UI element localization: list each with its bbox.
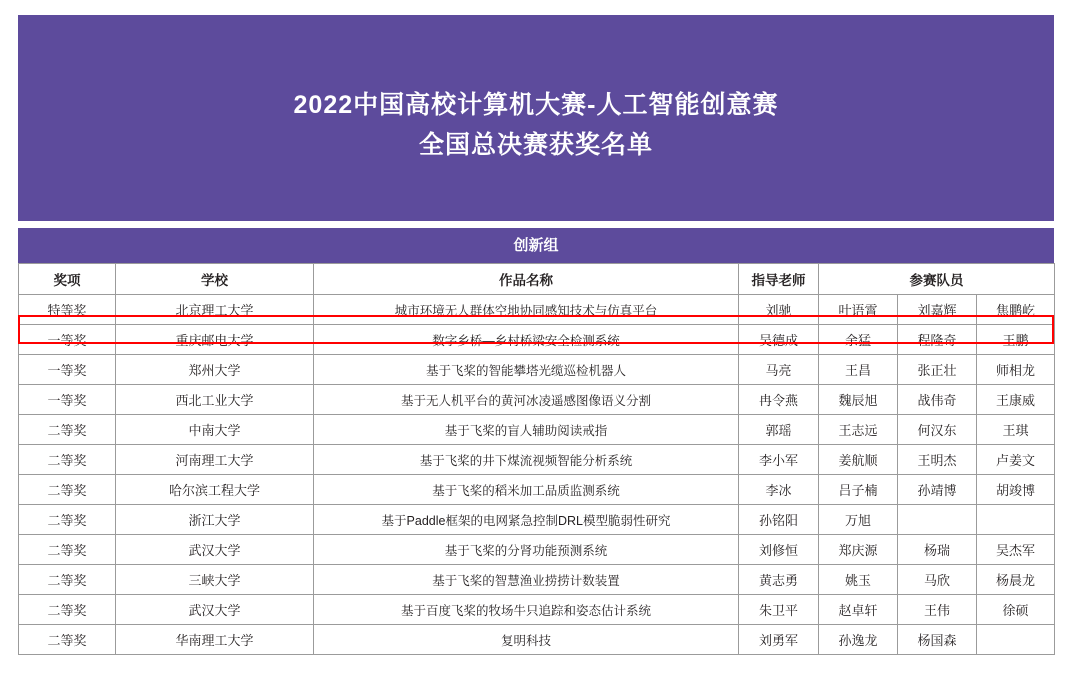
- table-row: [19, 505, 1055, 535]
- cell-member-2: 杨国森: [898, 625, 977, 655]
- title-line-2: 全国总决赛获奖名单: [418, 131, 653, 159]
- cell-award: 二等奖: [19, 415, 116, 445]
- cell-school: 浙江大学: [116, 505, 314, 535]
- cell-work: 基于Paddle框架的电网紧急控制DRL模型脆弱性研究: [314, 505, 739, 535]
- table-row: [19, 595, 1055, 625]
- cell-member-2: 王明杰: [898, 445, 977, 475]
- table-header-row: [19, 264, 1055, 295]
- cell-teacher: 朱卫平: [739, 595, 819, 625]
- cell-member-1: 孙逸龙: [819, 625, 898, 655]
- cell-member-1: 万旭: [819, 505, 898, 535]
- cell-school: 武汉大学: [116, 535, 314, 565]
- column-header-teacher: 指导老师: [739, 264, 819, 295]
- cell-school: 哈尔滨工程大学: [116, 475, 314, 505]
- cell-member-3: 卢姜文: [977, 445, 1055, 475]
- cell-work: 基于百度飞桨的牧场牛只追踪和姿态估计系统: [314, 595, 739, 625]
- cell-member-2: 刘嘉辉: [898, 295, 977, 325]
- cell-member-3: 师相龙: [977, 355, 1055, 385]
- cell-member-3: 胡竣博: [977, 475, 1055, 505]
- cell-member-3: 吴杰军: [977, 535, 1055, 565]
- group-title-bar: 创新组: [18, 228, 1054, 263]
- banner-table-gap: [18, 221, 1054, 228]
- cell-member-2: 张正壮: [898, 355, 977, 385]
- table-row: [19, 445, 1055, 475]
- table-row: [19, 355, 1055, 385]
- cell-teacher: 冉令燕: [739, 385, 819, 415]
- cell-award: 二等奖: [19, 625, 116, 655]
- table-row: [19, 415, 1055, 445]
- cell-teacher: 吴德成: [739, 325, 819, 355]
- cell-award: 二等奖: [19, 475, 116, 505]
- column-header-work: 作品名称: [314, 264, 739, 295]
- cell-teacher: 孙铭阳: [739, 505, 819, 535]
- cell-award: 特等奖: [19, 295, 116, 325]
- cell-work: 城市环境无人群体空地协同感知技术与仿真平台: [314, 295, 739, 325]
- cell-member-2: 何汉东: [898, 415, 977, 445]
- cell-member-1: 魏辰旭: [819, 385, 898, 415]
- cell-member-3: 王康威: [977, 385, 1055, 415]
- cell-award: 二等奖: [19, 445, 116, 475]
- cell-member-1: 余猛: [819, 325, 898, 355]
- cell-work: 复明科技: [314, 625, 739, 655]
- table-row: [19, 565, 1055, 595]
- cell-member-2: 战伟奇: [898, 385, 977, 415]
- cell-school: 武汉大学: [116, 595, 314, 625]
- table-row: [19, 625, 1055, 655]
- cell-member-1: 郑庆源: [819, 535, 898, 565]
- cell-member-3: 焦鹏屹: [977, 295, 1055, 325]
- title-line-1: 2022中国高校计算机大赛-人工智能创意赛: [293, 91, 779, 119]
- table-row: [19, 325, 1055, 355]
- cell-work: 基于飞桨的分肾功能预测系统: [314, 535, 739, 565]
- table-row: [19, 535, 1055, 565]
- cell-member-3: 杨晨龙: [977, 565, 1055, 595]
- cell-school: 西北工业大学: [116, 385, 314, 415]
- cell-work: 基于飞桨的稻米加工品质监测系统: [314, 475, 739, 505]
- cell-work: 基于飞桨的井下煤流视频智能分析系统: [314, 445, 739, 475]
- cell-member-2: 程隆奇: [898, 325, 977, 355]
- cell-school: 郑州大学: [116, 355, 314, 385]
- cell-work: 数字乡桥—乡村桥梁安全检测系统: [314, 325, 739, 355]
- cell-award: 一等奖: [19, 325, 116, 355]
- cell-work: 基于飞桨的智能攀塔光缆巡检机器人: [314, 355, 739, 385]
- cell-school: 华南理工大学: [116, 625, 314, 655]
- cell-member-2: 王伟: [898, 595, 977, 625]
- cell-award: 一等奖: [19, 355, 116, 385]
- cell-member-3: [977, 625, 1055, 655]
- cell-member-3: 王鹏: [977, 325, 1055, 355]
- cell-work: 基于无人机平台的黄河冰凌遥感图像语义分割: [314, 385, 739, 415]
- cell-school: 三峡大学: [116, 565, 314, 595]
- cell-teacher: 李冰: [739, 475, 819, 505]
- cell-school: 北京理工大学: [116, 295, 314, 325]
- cell-member-2: 马欣: [898, 565, 977, 595]
- cell-member-3: 徐硕: [977, 595, 1055, 625]
- cell-member-1: 姜航顺: [819, 445, 898, 475]
- table-body: [19, 295, 1055, 655]
- award-table: [18, 263, 1055, 655]
- cell-teacher: 马亮: [739, 355, 819, 385]
- cell-teacher: 刘修恒: [739, 535, 819, 565]
- cell-award: 二等奖: [19, 535, 116, 565]
- cell-work: 基于飞桨的盲人辅助阅读戒指: [314, 415, 739, 445]
- cell-member-2: 杨瑞: [898, 535, 977, 565]
- cell-member-2: [898, 505, 977, 535]
- cell-work: 基于飞桨的智慧渔业捞捞计数装置: [314, 565, 739, 595]
- table-row: [19, 475, 1055, 505]
- cell-member-2: 孙靖博: [898, 475, 977, 505]
- cell-member-1: 王志远: [819, 415, 898, 445]
- cell-teacher: 刘驰: [739, 295, 819, 325]
- cell-member-1: 吕子楠: [819, 475, 898, 505]
- cell-teacher: 郭瑶: [739, 415, 819, 445]
- cell-school: 中南大学: [116, 415, 314, 445]
- award-list-sheet: [18, 15, 1054, 686]
- cell-member-3: 王琪: [977, 415, 1055, 445]
- table-row: [19, 295, 1055, 325]
- cell-school: 重庆邮电大学: [116, 325, 314, 355]
- cell-teacher: 李小军: [739, 445, 819, 475]
- cell-teacher: 刘勇军: [739, 625, 819, 655]
- cell-award: 二等奖: [19, 565, 116, 595]
- column-header-school: 学校: [116, 264, 314, 295]
- cell-teacher: 黄志勇: [739, 565, 819, 595]
- title-banner: [18, 15, 1054, 221]
- cell-award: 二等奖: [19, 595, 116, 625]
- cell-member-3: [977, 505, 1055, 535]
- cell-school: 河南理工大学: [116, 445, 314, 475]
- cell-member-1: 姚玉: [819, 565, 898, 595]
- cell-member-1: 王昌: [819, 355, 898, 385]
- column-header-award: 奖项: [19, 264, 116, 295]
- cell-award: 二等奖: [19, 505, 116, 535]
- cell-member-1: 赵卓轩: [819, 595, 898, 625]
- cell-member-1: 叶语霄: [819, 295, 898, 325]
- column-header-members: 参赛队员: [819, 264, 1055, 295]
- table-row: [19, 385, 1055, 415]
- cell-award: 一等奖: [19, 385, 116, 415]
